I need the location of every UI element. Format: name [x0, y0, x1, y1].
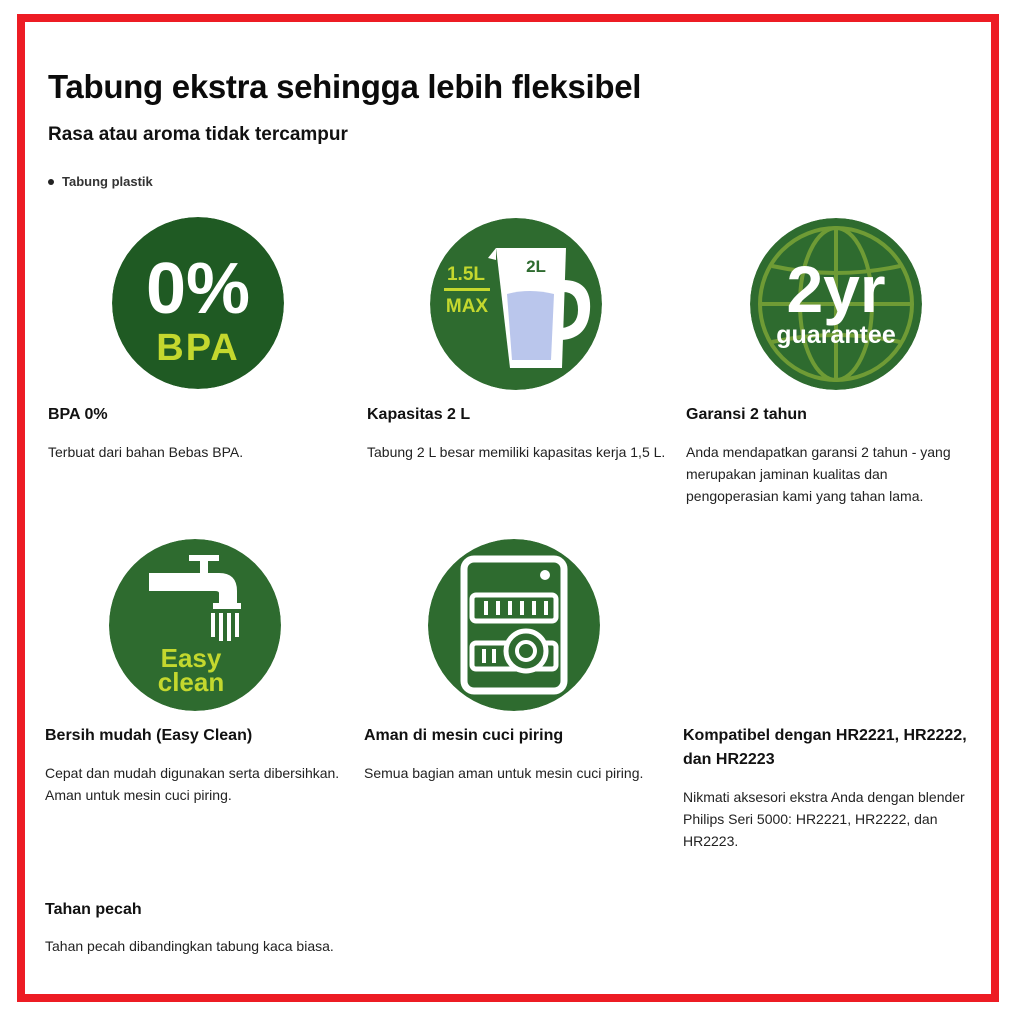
bullet-dot-icon: [48, 179, 54, 185]
jug-max-bottom-text: MAX: [445, 296, 489, 317]
bpa-free-icon: [112, 217, 284, 389]
feature-title-shatterproof: Tahan pecah: [45, 901, 142, 918]
faucet-icon: [109, 539, 281, 711]
jug-capacity-icon: [430, 218, 602, 390]
guarantee-small-text: guarantee: [776, 321, 896, 349]
feature-desc-shatterproof: Tahan pecah dibandingkan tabung kaca biasa.: [45, 938, 334, 954]
feature-desc-guarantee: Anda mendapatkan garansi 2 tahun - yang merupakan jaminan kualitas dan pengoperasian kami yang tahan lama.: [686, 444, 951, 504]
bpa-icon-small-text: BPA: [156, 327, 240, 369]
bpa-icon-big-text: 0%: [145, 249, 251, 329]
jug-label-text: 2L: [526, 257, 546, 276]
feature-title-dishwasher: Aman di mesin cuci piring: [364, 727, 564, 744]
jug-water: [507, 291, 554, 360]
feature-desc-compatible: Nikmati aksesori ekstra Anda dengan blender Philips Seri 5000: HR2221, HR2222, dan HR2223.: [683, 789, 965, 849]
feature-title-capacity: Kapasitas 2 L: [367, 406, 471, 423]
page-subtitle: Rasa atau aroma tidak tercampur: [48, 124, 348, 145]
bullet-item: [48, 174, 153, 189]
page-title: Tabung ekstra sehingga lebih fleksibel: [48, 68, 642, 105]
feature-desc-easy-clean: Cepat dan mudah digunakan serta dibersihkan. Aman untuk mesin cuci piring.: [45, 765, 340, 803]
easy-text: Easy: [160, 643, 222, 673]
feature-desc-dishwasher: Semua bagian aman untuk mesin cuci piring.: [364, 765, 644, 781]
bullet-label: Tabung plastik: [62, 174, 153, 189]
feature-desc-bpa: Terbuat dari bahan Bebas BPA.: [48, 444, 244, 460]
feature-desc-capacity: Tabung 2 L besar memiliki kapasitas kerja 1,5 L.: [367, 444, 666, 460]
guarantee-globe-icon: [750, 218, 922, 390]
feature-title-bpa: BPA 0%: [48, 406, 108, 423]
guarantee-big-text: 2yr: [786, 252, 886, 326]
dishwasher-icon: [428, 539, 600, 711]
feature-title-compatible: Kompatibel dengan HR2221, HR2222, dan HR2223: [683, 727, 967, 768]
red-frame: [17, 14, 999, 1002]
feature-title-easy-clean: Bersih mudah (Easy Clean): [45, 727, 253, 744]
clean-text: clean: [157, 667, 225, 697]
jug-max-top-text: 1.5L: [446, 264, 486, 285]
max-line: [444, 288, 490, 291]
feature-title-guarantee: Garansi 2 tahun: [686, 406, 807, 423]
plate: [506, 631, 546, 671]
